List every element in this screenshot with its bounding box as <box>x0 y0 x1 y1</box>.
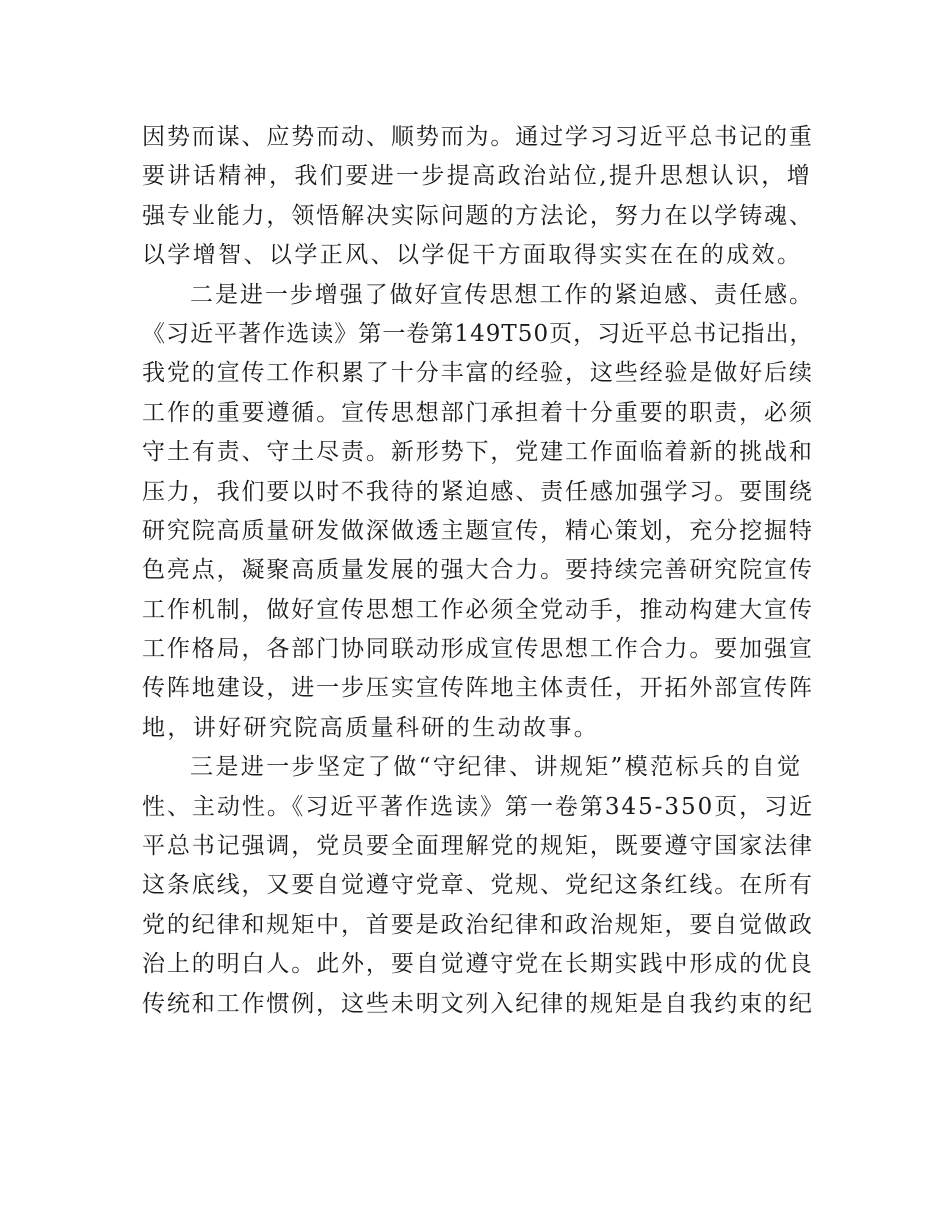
text-line: 工作的重要遵循。宣传思想部门承担着十分重要的职责，必须 <box>142 399 814 426</box>
text-line: 研究院高质量研发做深做透主题宣传，精心策划，充分挖掘特 <box>142 517 814 544</box>
text-line: 传统和工作惯例，这些未明文列入纪律的规矩是自我约束的纪 <box>142 990 814 1017</box>
text-line: 强专业能力，领悟解决实际问题的方法论，努力在以学铸魂、 <box>142 202 814 229</box>
text-line: 这条底线，又要自觉遵守党章、党规、党纪这条红线。在所有 <box>142 872 814 899</box>
document-body <box>142 118 814 1024</box>
text-line: 党的纪律和规矩中，首要是政治纪律和政治规矩，要自觉做政 <box>142 911 814 938</box>
text-line: 要讲话精神，我们要进一步提高政治站位,提升思想认识，增 <box>142 163 813 190</box>
text-line: 工作机制，做好宣传思想工作必须全党动手，推动构建大宣传 <box>142 596 814 623</box>
text-line: 守土有责、守土尽责。新形势下，党建工作面临着新的挑战和 <box>142 439 814 466</box>
text-line: 色亮点，凝聚高质量发展的强大合力。要持续完善研究院宣传 <box>142 557 814 584</box>
text-line: 地，讲好研究院高质量科研的生动故事。 <box>142 714 600 741</box>
text-line: 传阵地建设，进一步压实宣传阵地主体责任，开拓外部宣传阵 <box>142 675 814 702</box>
text-line: 性、主动性。《习近平著作选读》第一卷第345-350页，习近 <box>142 793 815 820</box>
paragraph-first-line: 二是进一步增强了做好宣传思想工作的紧迫感、责任感。 <box>190 281 814 308</box>
text-line: 因势而谋、应势而动、顺势而为。通过学习习近平总书记的重 <box>142 124 814 150</box>
paragraph-first-line: 三是进一步坚定了做“守纪律、讲规矩”模范标兵的自觉 <box>190 754 803 781</box>
text-line: 《习近平著作选读》第一卷第149T50页，习近平总书记指出， <box>142 320 814 347</box>
text-line: 压力，我们要以时不我待的紧迫感、责任感加强学习。要围绕 <box>142 478 814 505</box>
text-line: 治上的明白人。此外，要自觉遵守党在长期实践中形成的优良 <box>142 951 814 978</box>
text-line: 工作格局，各部门协同联动形成宣传思想工作合力。要加强宣 <box>142 636 814 663</box>
text-line: 以学增智、以学正风、以学促干方面取得实实在在的成效。 <box>142 242 803 269</box>
text-line: 我党的宣传工作积累了十分丰富的经验，这些经验是做好后续 <box>142 360 814 387</box>
text-line: 平总书记强调，党员要全面理解党的规矩，既要遵守国家法律 <box>142 833 814 860</box>
